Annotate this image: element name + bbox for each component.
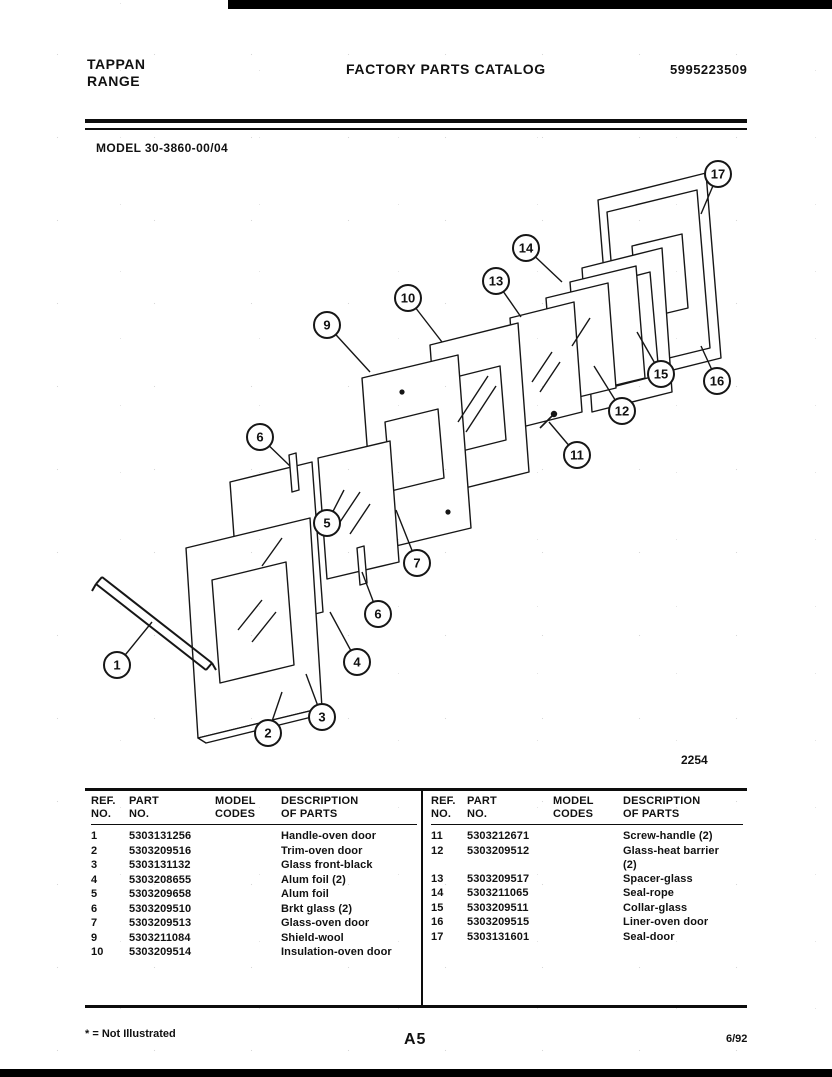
cell-codes [215,916,281,931]
cell-desc: Alum foil (2) [281,873,346,886]
cell-desc: Seal-rope [623,887,675,899]
callout-15 [648,361,674,387]
panel-shield-wool-cutout [385,409,444,491]
cell-desc: Brkt glass (2) [281,902,353,915]
callout-12 [609,398,635,424]
parts-row [431,844,747,872]
cell-desc: Handle-oven door [281,830,377,842]
parts-row [431,872,747,887]
cell-part: 5303211065 [467,887,529,899]
exploded-diagram [0,160,832,780]
cell-part: 5303131132 [129,859,191,871]
cell-part: 5303209513 [129,917,192,929]
cell-desc: Insulation-oven door [281,946,392,958]
brand-line2: RANGE [87,73,141,89]
cell-part: 5303209512 [467,844,530,857]
svg-text:6: 6 [256,429,264,445]
callout-1 [104,652,130,678]
cell-part: 5303131601 [467,930,530,943]
cell-desc: Alum foil [281,888,329,900]
header-rule-thin [85,128,747,130]
cell-desc: Liner-oven door [623,916,709,928]
cell-codes [215,945,281,960]
header-description: DESCRIPTION OF PARTS [281,795,359,820]
cell-ref: 14 [431,887,444,899]
brand-line1: TAPPAN [87,56,146,72]
callout-17 [705,161,731,187]
parts-row [431,901,747,916]
cell-part: 5303209515 [467,916,530,928]
table-header-right [431,795,743,825]
cell-codes [553,915,623,930]
oven-door-exploded-view [0,160,832,780]
cell-ref: 16 [431,916,444,928]
parts-table-left [85,791,421,1005]
cell-codes [215,902,281,917]
callout-13 [483,268,509,294]
cell-part: 5303209514 [129,946,192,958]
cell-codes [553,872,623,887]
callout-2 [255,720,281,746]
cell-codes [553,886,623,901]
cell-codes [215,873,281,888]
parts-row [91,844,421,859]
callout-6 [365,601,391,627]
brand-block [87,56,145,90]
svg-text:13: 13 [488,273,504,289]
cell-ref: 17 [431,930,444,943]
parts-row [91,902,421,917]
callout-14 [513,235,539,261]
cell-desc: Screw-handle (2) [623,830,713,842]
parts-row [91,931,421,946]
callout-10 [395,285,421,311]
panel-door-front-window [212,562,294,683]
svg-text:15: 15 [653,366,669,382]
svg-text:2: 2 [264,725,272,741]
cell-part: 5303209517 [467,872,530,885]
date-code: 6/92 [726,1033,748,1045]
cell-part: 5303208655 [129,873,192,886]
header-part: PART NO. [467,795,497,820]
cell-codes [215,887,281,902]
svg-text:6: 6 [374,606,382,622]
header-rule-heavy [85,119,747,123]
header-part: PART NO. [129,795,159,820]
svg-text:9: 9 [323,317,331,333]
svg-text:17: 17 [710,166,726,182]
cell-ref: 10 [91,946,104,958]
cell-codes [553,829,623,844]
cell-part: 5303212671 [467,830,530,842]
cell-ref: 13 [431,872,444,885]
cell-ref: 1 [91,830,98,842]
callout-3 [309,704,335,730]
svg-text:1: 1 [113,657,121,673]
svg-text:12: 12 [614,403,630,419]
catalog-title: FACTORY PARTS CATALOG [346,61,546,77]
svg-text:16: 16 [709,373,725,389]
model-label: MODEL 30-3860-00/04 [96,141,229,155]
scan-artifact-bottom-bar [0,1069,832,1077]
svg-text:3: 3 [318,709,326,725]
cell-codes [215,844,281,859]
cell-ref: 6 [91,902,98,915]
cell-desc: Spacer-glass [623,872,693,885]
cell-desc: Seal-door [623,930,675,943]
header-ref: REF. NO. [431,795,456,820]
parts-row [431,915,747,930]
header-codes: MODEL CODES [215,795,256,820]
callout-5 [314,510,340,536]
not-illustrated-note: * = Not Illustrated [85,1028,176,1040]
table-header-left [91,795,417,825]
callout-11 [564,442,590,468]
cell-part: 5303131256 [129,830,192,842]
callout-6 [247,424,273,450]
publication-number: 5995223509 [670,62,748,77]
cell-codes [215,931,281,946]
cell-part: 5303209511 [467,901,529,914]
parts-table-right [421,791,747,1005]
cell-part: 5303209516 [129,844,192,857]
cell-desc: Collar-glass [623,901,688,914]
cell-codes [215,829,281,844]
callout-16 [704,368,730,394]
svg-text:4: 4 [353,654,361,670]
parts-row [91,873,421,888]
cell-ref: 15 [431,901,444,914]
callout-9 [314,312,340,338]
table-body-left [91,825,421,960]
page-identifier: A5 [404,1031,427,1048]
header-description: DESCRIPTION OF PARTS [623,795,701,820]
parts-row [91,887,421,902]
svg-text:10: 10 [400,290,416,306]
parts-row [431,930,747,945]
cell-desc: Glass-heat barrier (2) [623,844,719,871]
cell-ref: 11 [431,830,443,842]
cell-ref: 9 [91,931,98,944]
cell-codes [553,901,623,916]
cell-desc: Shield-wool [281,931,344,944]
callout-4 [344,649,370,675]
scan-artifact-top-bar [228,0,832,9]
cell-ref: 2 [91,844,98,857]
cell-part: 5303209658 [129,888,192,900]
callout-7 [404,550,430,576]
cell-part: 5303211084 [129,931,191,944]
parts-row [431,886,747,901]
parts-row [91,858,421,873]
diagram-panels [186,173,721,743]
cell-codes [215,858,281,873]
parts-row [91,945,421,960]
cell-desc: Glass front-black [281,859,373,871]
cell-ref: 3 [91,859,98,871]
parts-row [91,916,421,931]
header-codes: MODEL CODES [553,795,594,820]
cell-desc: Trim-oven door [281,844,363,857]
svg-text:14: 14 [518,240,534,256]
svg-text:7: 7 [413,555,421,571]
table-body-right [431,825,747,944]
cell-ref: 5 [91,888,98,900]
svg-text:5: 5 [323,515,331,531]
header-ref: REF. NO. [91,795,116,820]
cell-codes [553,844,623,872]
cell-desc: Glass-oven door [281,917,370,929]
cell-ref: 4 [91,873,98,886]
parts-row [91,829,421,844]
figure-number: 2254 [681,753,708,767]
svg-text:11: 11 [570,447,584,463]
cell-codes [553,930,623,945]
parts-row [431,829,747,844]
cell-ref: 12 [431,844,444,857]
cell-ref: 7 [91,917,98,929]
parts-table [85,788,747,1008]
cell-part: 5303209510 [129,902,192,915]
